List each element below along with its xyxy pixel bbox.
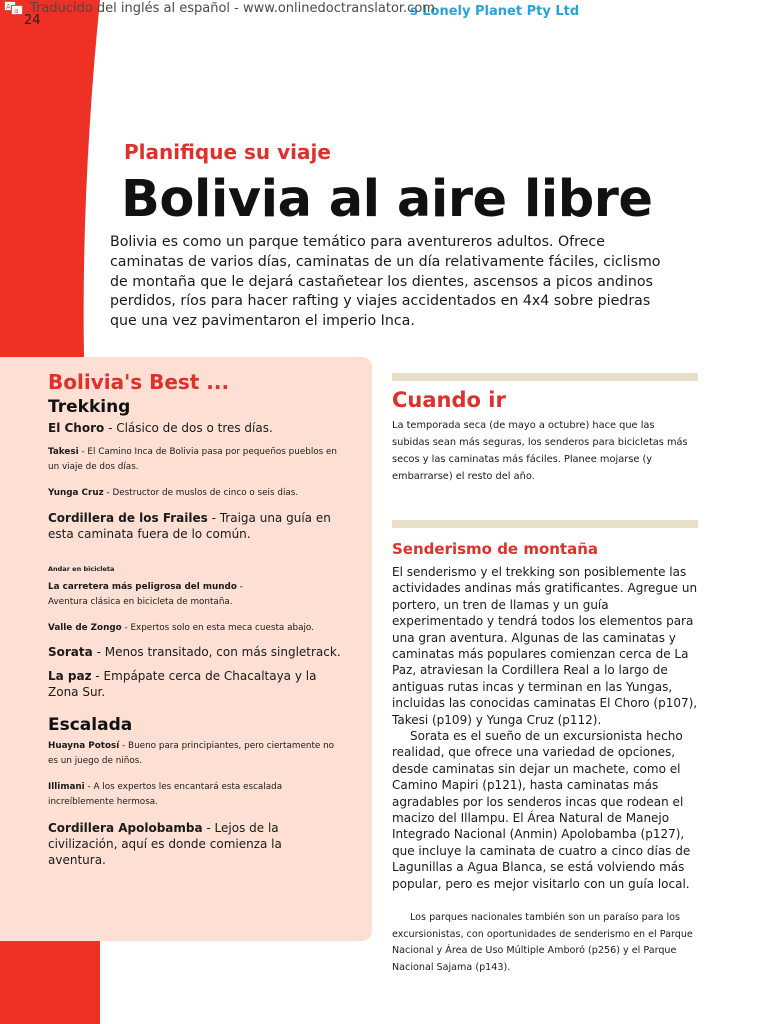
item-desc: - A los expertos les encantará esta escalada increíblemente hermosa. bbox=[48, 782, 283, 807]
climbing-heading: Escalada bbox=[48, 715, 133, 735]
translator-text[interactable]: Traducido del inglés al español - www.onlinedoctranslator.com bbox=[30, 0, 435, 16]
section-divider bbox=[392, 520, 698, 528]
item-desc: - Menos transitado, con más singletrack. bbox=[92, 645, 341, 659]
svg-text:a: a bbox=[14, 7, 19, 15]
item-name: Takesi bbox=[48, 447, 79, 457]
page-title: Bolivia al aire libre bbox=[121, 170, 653, 229]
item-desc: - Destructor de muslos de cinco o seis días. bbox=[103, 488, 299, 498]
item-name: Cordillera Apolobamba bbox=[48, 821, 203, 835]
list-item bbox=[48, 820, 328, 868]
item-desc: - Traiga una guía en esta caminata fuera de lo común. bbox=[48, 511, 331, 541]
best-box-title: Bolivia's Best ... bbox=[48, 370, 230, 394]
section-kicker: Planifique su viaje bbox=[124, 140, 331, 164]
hiking-heading: Senderismo de montaña bbox=[392, 540, 599, 558]
item-desc: - Aventura clásica en bicicleta de montaña. bbox=[48, 582, 243, 607]
hiking-paragraph-2: Sorata es el sueño de un excursionista hecho realidad, que ofrece una variedad de opciones, desde caminatas sin dejar un machete, como el Camino Mapiri (p121), hasta caminatas más agradables por los senderos incas que rodean el macizo del Illampu. El Área Natural de Manejo Integrado Nacional (Anmin) Apolobamba (p127), que incluye la caminata de cuatro a cinco días de Lagunillas a Agua Blanca, se está volviendo más popular, pero es mejor visitarlo con un guía local. bbox=[392, 729, 691, 891]
item-desc: - El Camino Inca de Bolivia pasa por pequeños pueblos en un viaje de dos días. bbox=[48, 447, 338, 472]
item-name: Valle de Zongo bbox=[48, 623, 122, 633]
list-item bbox=[48, 668, 328, 700]
publisher-credit: s Lonely Planet Pty Ltd bbox=[410, 4, 580, 19]
list-item bbox=[48, 580, 278, 610]
item-desc: - Empápate cerca de Chacaltaya y la Zona Sur. bbox=[48, 669, 317, 699]
list-item bbox=[48, 739, 338, 769]
translator-bar[interactable] bbox=[4, 0, 435, 16]
item-name: Illimani bbox=[48, 782, 85, 792]
list-item bbox=[48, 510, 338, 542]
item-name: Sorata bbox=[48, 645, 93, 659]
item-name: La carretera más peligrosa del mundo bbox=[48, 582, 237, 592]
item-name: Huayna Potosí bbox=[48, 741, 120, 751]
svg-text:A: A bbox=[6, 3, 11, 11]
item-name: Cordillera de los Frailes bbox=[48, 511, 208, 525]
item-desc: - Lejos de la civilización, aquí es donde comienza la aventura. bbox=[48, 821, 282, 867]
item-name: El Choro bbox=[48, 421, 105, 435]
page-number: 24 bbox=[24, 13, 41, 28]
section-divider bbox=[392, 373, 698, 381]
list-item bbox=[48, 621, 348, 636]
item-desc: - Clásico de dos o tres días. bbox=[104, 421, 273, 435]
list-item bbox=[48, 486, 348, 501]
list-item bbox=[48, 780, 318, 810]
cycling-heading: Andar en bicicleta bbox=[48, 565, 115, 573]
when-to-go-text: La temporada seca (de mayo a octubre) hace que las subidas sean más seguras, los senderos para bicicletas más secos y las caminatas más fáciles. Planee mojarse (y embarrarse) el resto del año. bbox=[392, 420, 688, 482]
list-item bbox=[48, 644, 348, 660]
hiking-paragraph-3: Los parques nacionales también son un paraíso para los excursionistas, con oportunidades de senderismo en el Parque Nacional y Área de Uso Múltiple Amboró (p256) y el Parque Nacional Sajama (p143). bbox=[392, 912, 693, 973]
translate-icon bbox=[4, 1, 24, 15]
list-item bbox=[48, 445, 346, 475]
when-to-go-heading: Cuando ir bbox=[392, 388, 506, 412]
item-name: La paz bbox=[48, 669, 92, 683]
item-desc: - Bueno para principiantes, pero ciertamente no es un juego de niños. bbox=[48, 741, 335, 766]
trekking-heading: Trekking bbox=[48, 397, 131, 417]
hiking-paragraph-1: El senderismo y el trekking son posiblemente las actividades andinas más gratificantes. Agregue un portero, un tren de llamas y un guía experimentado y tendrá todos los elementos para una gran aventura. Algunas de las caminatas y caminatas más populares comienzan cerca de La Paz, atraviesan la Cordillera Real a lo largo de antiguas rutas incas y terminan en las Yungas, incluidas las conocidas caminatas El Choro (p107), Takesi (p109) y Yunga Cruz (p112). bbox=[392, 565, 698, 727]
item-name: Yunga Cruz bbox=[48, 488, 104, 498]
intro-paragraph: Bolivia es como un parque temático para aventureros adultos. Ofrece caminatas de varios días, caminatas de un día relativamente fáciles, ciclismo de montaña que le dejará castañetear los dientes, ascensos a picos andinos perdidos, ríos para hacer rafting y viajes accidentados en 4x4 sobre piedras que una vez pavimentaron el imperio Inca. bbox=[110, 234, 661, 330]
item-desc: - Expertos solo en esta meca cuesta abajo. bbox=[121, 623, 314, 633]
list-item bbox=[48, 420, 348, 436]
